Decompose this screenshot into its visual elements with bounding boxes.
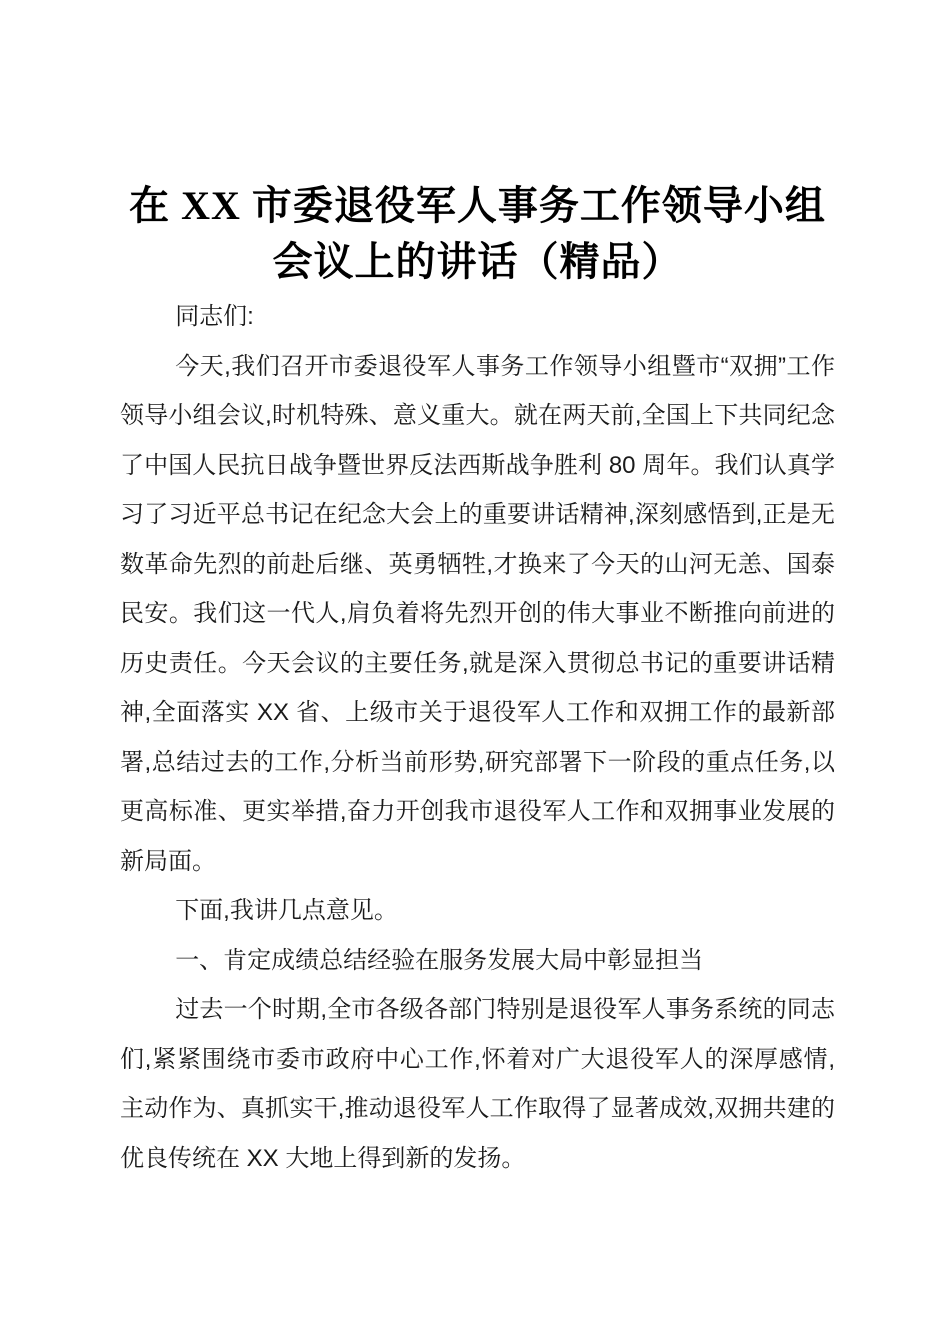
- document-title-line1: 在 XX 市委退役军人事务工作领导小组: [129, 183, 826, 228]
- body-paragraph-opening: 今天,我们召开市委退役军人事务工作领导小组暨市“双拥”工作领导小组会议,时机特殊、意义重大。就在两天前,全国上下共同纪念了中国人民抗日战争暨世界反法西斯战争胜利 80 周年。我们认真学习了习近平总书记在纪念大会上的重要讲话精神,深刻感悟到,正是无数革命先烈的前赴后继、英勇牺牲,才换来了今天的山河无恙、国泰民安。我们这一代人,肩负着将先烈开创的伟大事业不断推向前进的历史责任。今天会议的主要任务,就是深入贯彻总书记的重要讲话精神,全面落实 XX 省、上级市关于退役军人工作和双拥工作的最新部署,总结过去的工作,分析当前形势,研究部署下一阶段的重点任务,以更高标准、更实举措,奋力开创我市退役军人工作和双拥事业发展的新局面。: [120, 352, 835, 875]
- body-paragraph-section1: 过去一个时期,全市各级各部门特别是退役军人事务系统的同志们,紧紧围绕市委市政府中心工作,怀着对广大退役军人的深厚感情,主动作为、真抓实干,推动退役军人工作取得了显著成效,双拥共建的优良传统在 XX 大地上得到新的发扬。: [120, 996, 835, 1172]
- section-heading-1: 一、肯定成绩总结经验在服务发展大局中彰显担当: [175, 946, 704, 974]
- document-title-line2: 会议上的讲话（精品）: [272, 239, 683, 284]
- document-title: [120, 178, 835, 290]
- document-body: [120, 292, 835, 1183]
- body-paragraph-transition: 下面,我讲几点意见。: [175, 897, 398, 924]
- salutation-paragraph: 同志们:: [175, 303, 254, 330]
